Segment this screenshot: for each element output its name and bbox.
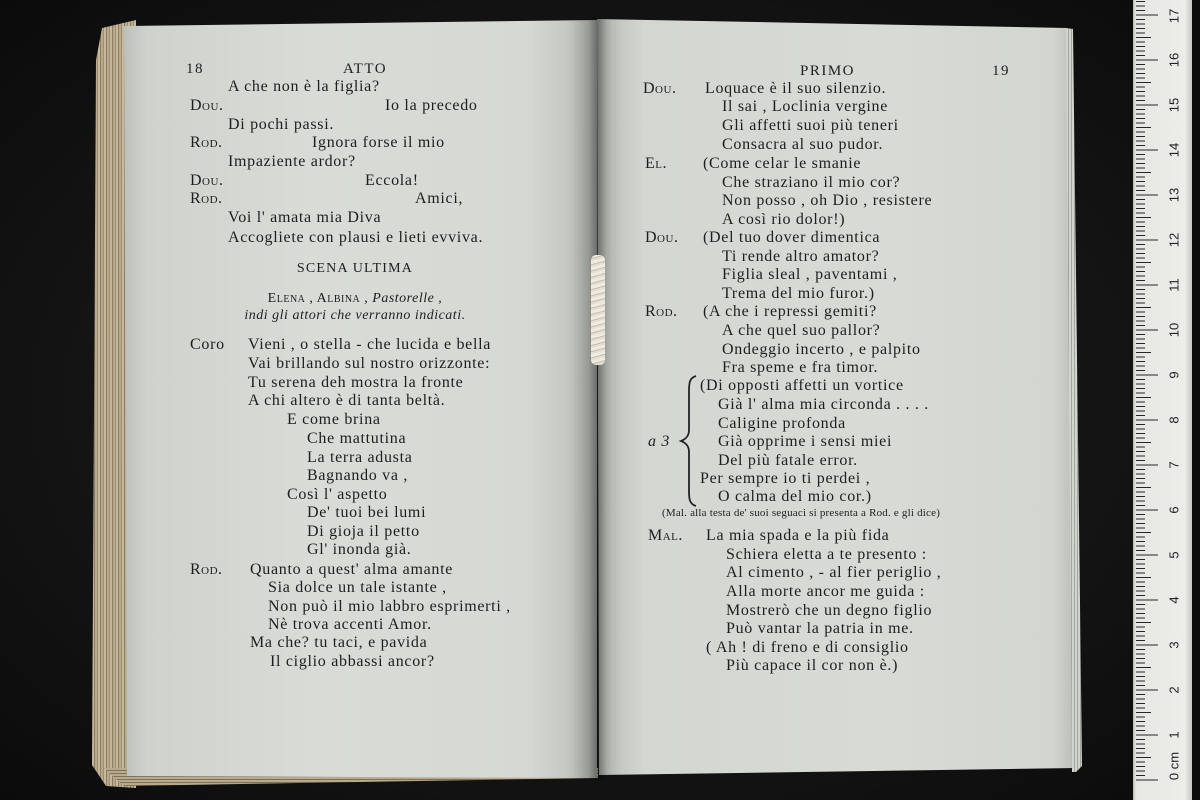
speaker-label: Rod. xyxy=(190,561,223,578)
verse-line: Vai brillando sul nostro orizzonte: xyxy=(248,355,491,372)
verse-line: Fra speme e fra timor. xyxy=(722,359,879,376)
verse-line: (Come celar le smanie xyxy=(703,155,862,172)
ruler-label: 4 xyxy=(1166,596,1182,604)
verse-line: Al cimento , - al fier periglio , xyxy=(726,564,942,581)
verse-line: Mostrerò che un degno figlio xyxy=(726,602,933,619)
verse-line: Non può il mio labbro esprimerti , xyxy=(268,598,511,615)
ruler-label: 0 cm xyxy=(1166,751,1182,781)
verse-line: Di gioja il petto xyxy=(307,523,420,540)
verse-line: A chi altero è di tanta beltà. xyxy=(248,392,446,409)
verse-line: Ma che? tu taci, e pavida xyxy=(250,634,428,651)
speaker-label: Rod. xyxy=(190,190,223,207)
speaker-label: Dou. xyxy=(643,80,677,97)
ruler-label: 11 xyxy=(1166,278,1182,292)
speaker-label: Mal. xyxy=(648,527,683,544)
verse-line: Ti rende altro amator? xyxy=(722,248,880,265)
verse-line: (A che i repressi gemiti? xyxy=(703,303,877,320)
verse-line: Può vantar la patria in me. xyxy=(726,620,914,637)
verse-line: Sia dolce un tale istante , xyxy=(268,579,447,596)
running-head: PRIMO xyxy=(800,63,856,79)
ruler-label: 6 xyxy=(1166,506,1182,514)
verse-line: Nè trova accenti Amor. xyxy=(268,616,432,633)
verse-line: Schiera eletta a te presento : xyxy=(726,546,927,563)
verse-line: Ignora forse il mio xyxy=(312,134,445,151)
ruler-label: 14 xyxy=(1166,142,1182,158)
ruler-label: 7 xyxy=(1166,461,1182,469)
verse-line: Eccola! xyxy=(365,172,419,189)
verse-line: Figlia sleal , paventami , xyxy=(722,266,898,283)
verse-line: Tu serena deh mostra la fronte xyxy=(248,374,464,391)
verse-line: (Di opposti affetti un vortice xyxy=(700,377,904,394)
verse-line: Più capace il cor non è.) xyxy=(726,657,899,674)
verse-line: Ondeggio incerto , e palpito xyxy=(722,341,921,358)
verse-line: Impaziente ardor? xyxy=(228,153,356,170)
ruler-label: 8 xyxy=(1166,416,1182,424)
verse-line: Vieni , o stella - che lucida e bella xyxy=(248,336,492,353)
verse-line: Per sempre io ti perdei , xyxy=(700,470,871,487)
verse-line: A che non è la figlia? xyxy=(228,78,380,95)
ruler-label: 16 xyxy=(1166,52,1182,68)
verse-line: Del più fatale error. xyxy=(718,452,858,469)
verse-line: Consacra al suo pudor. xyxy=(722,136,884,153)
page-number: 18 xyxy=(186,61,204,77)
verse-line: Bagnando va , xyxy=(307,467,409,484)
ruler-label: 5 xyxy=(1166,551,1182,559)
ruler-label: 15 xyxy=(1166,97,1182,113)
verse-line: ( Ah ! di freno e di consiglio xyxy=(706,639,909,656)
verse-line: Il ciglio abbassi ancor? xyxy=(270,653,435,670)
speaker-label: Rod. xyxy=(190,134,223,151)
verse-line: Gli affetti suoi più teneri xyxy=(722,117,899,134)
verse-line: Già opprime i sensi miei xyxy=(718,433,893,450)
verse-line: Che straziano il mio cor? xyxy=(722,174,901,191)
verse-line: (Del tuo dover dimentica xyxy=(703,229,881,246)
verse-line: Così l' aspetto xyxy=(287,486,388,503)
verse-line: Che mattutina xyxy=(307,430,407,447)
ruler-label: 13 xyxy=(1166,187,1182,203)
verse-line: E come brina xyxy=(287,411,381,428)
scene-title: SCENA ULTIMA xyxy=(296,261,414,276)
verse-line: Il sai , Loclinia vergine xyxy=(722,98,889,115)
ruler-label: 1 xyxy=(1166,731,1182,739)
verse-line: Trema del mio furor.) xyxy=(722,285,875,302)
ruler-label: 12 xyxy=(1166,232,1182,248)
ruler-label: 3 xyxy=(1166,641,1182,649)
verse-line: La terra adusta xyxy=(307,449,413,466)
ruler-label: 2 xyxy=(1166,686,1182,694)
verse-line: Alla morte ancor me guida : xyxy=(726,583,925,600)
verse-line: La mia spada e la più fida xyxy=(706,527,890,544)
verse-line: A così rio dolor!) xyxy=(722,211,846,228)
ruler-label: 9 xyxy=(1166,371,1182,379)
scene-direction: indi gli attori che verranno indicati. xyxy=(244,308,466,323)
verse-line: Quanto a quest' alma amante xyxy=(250,561,454,578)
verse-line: De' tuoi bei lumi xyxy=(307,504,427,521)
ruler-label: 17 xyxy=(1166,8,1182,24)
verse-line: Accogliete con plausi e lieti evviva. xyxy=(228,229,484,246)
ensemble-marker: a 3 xyxy=(648,433,671,450)
verse-line: Gl' inonda già. xyxy=(307,541,412,558)
speaker-label: Dou. xyxy=(190,172,224,189)
speaker-label: Dou. xyxy=(190,97,224,114)
speaker-label: Rod. xyxy=(645,303,678,320)
ruler-label: 10 xyxy=(1166,322,1182,338)
verse-line: Di pochi passi. xyxy=(228,116,335,133)
stage-direction: (Mal. alla testa de' suoi seguaci si presenta a Rod. e gli dice) xyxy=(662,507,941,519)
verse-line: Già l' alma mia circonda . . . . xyxy=(718,396,929,413)
verse-line: Loquace è il suo silenzio. xyxy=(705,80,887,97)
running-head: ATTO xyxy=(343,61,388,77)
speaker-label: Dou. xyxy=(645,229,679,246)
verse-line: O calma del mio cor.) xyxy=(718,488,872,505)
character-names: Elena , Albina , xyxy=(267,291,369,306)
speaker-label: Coro xyxy=(190,336,225,353)
verse-line: A che quel suo pallor? xyxy=(722,322,881,339)
speaker-label: El. xyxy=(645,155,667,172)
verse-line: Amici, xyxy=(415,190,464,207)
verse-line: Non posso , oh Dio , resistere xyxy=(722,192,933,209)
verse-line: Voi l' amata mia Diva xyxy=(228,209,382,226)
verse-line: Caligine profonda xyxy=(718,415,846,432)
page-number: 19 xyxy=(992,63,1010,79)
character-role: Pastorelle , xyxy=(372,291,443,306)
verse-line: Io la precedo xyxy=(385,97,478,114)
